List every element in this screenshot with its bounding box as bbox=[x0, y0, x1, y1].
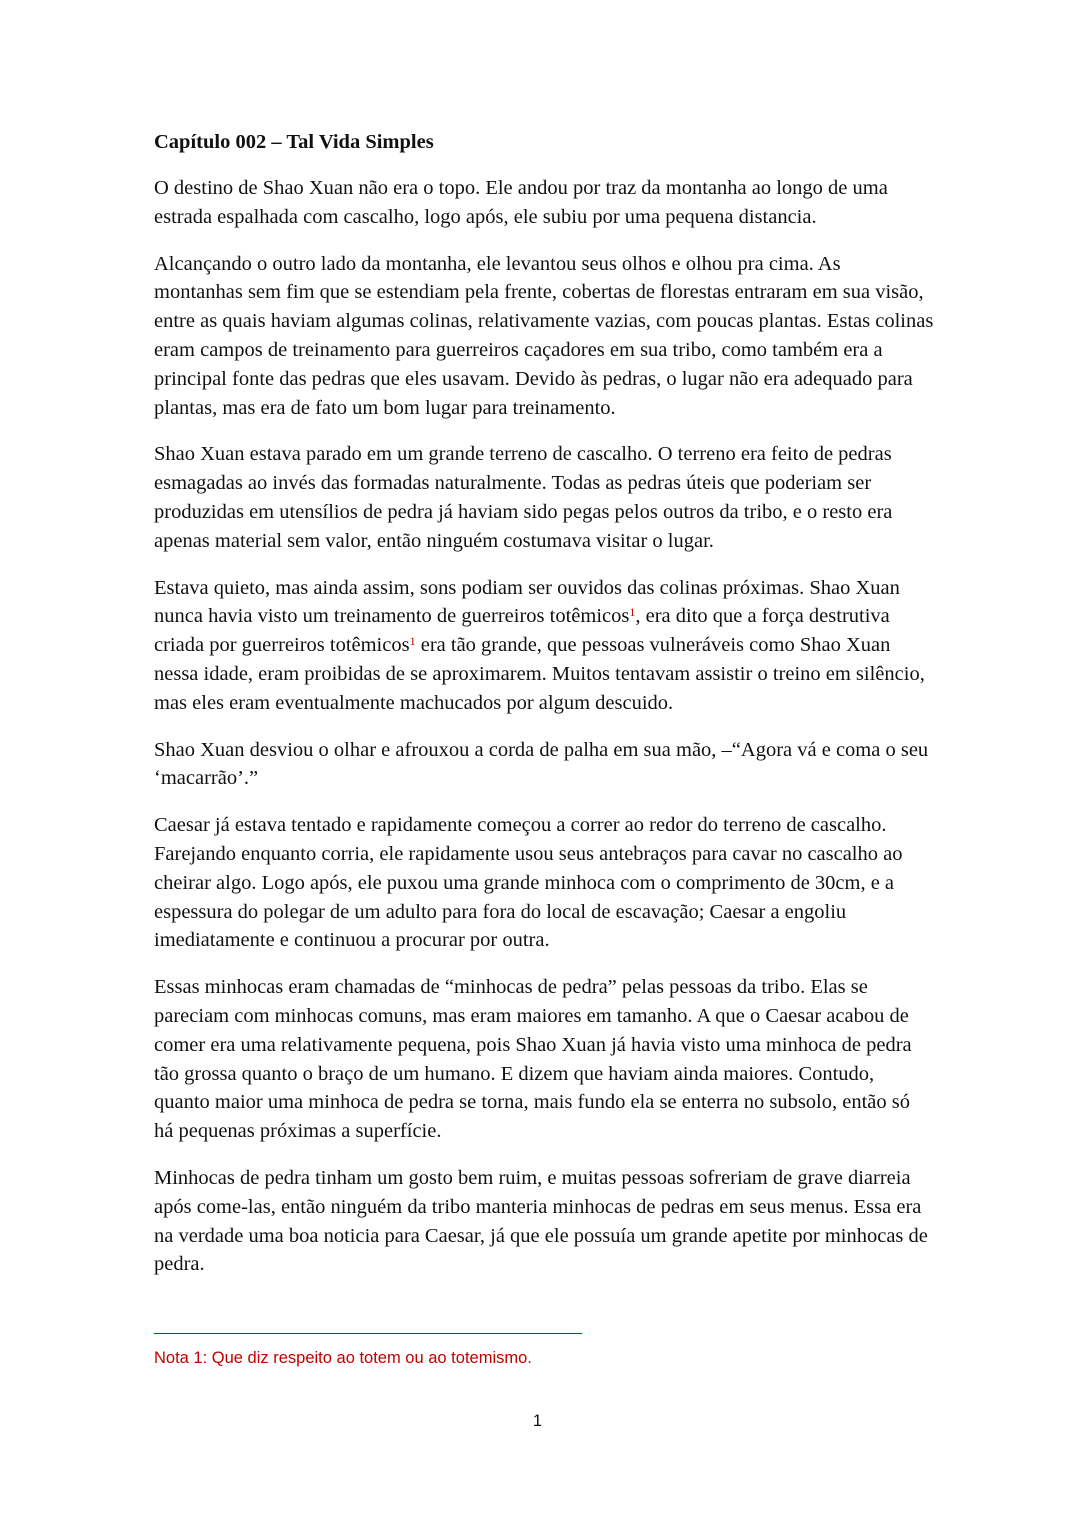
footnote-separator bbox=[154, 1333, 582, 1334]
paragraph-4-text-1: Estava quieto, mas ainda assim, sons podiam ser ouvidos das colinas próximas. Shao Xuan nunca havia visto um treinamento de guerreiros totêmicos bbox=[154, 576, 900, 628]
paragraph-3: Shao Xuan estava parado em um grande terreno de cascalho. O terreno era feito de pedras esmagadas ao invés das formadas naturalmente. Todas as pedras úteis que poderiam ser produzidas em utensílios de pedra já haviam sido pegas pelos outros da tribo, e o resto era apenas material sem valor, então ninguém costumava visitar o lugar. bbox=[154, 443, 893, 552]
paragraph-4-text-3: era tão grande, que pessoas vulneráveis como Shao Xuan nessa idade, eram proibidas de se aproximarem. Muitos tentavam assistir o treino em silêncio, mas eles eram eventualmente machucados por algum descuido. bbox=[154, 634, 925, 714]
page-content bbox=[154, 128, 934, 1297]
paragraph-8: Minhocas de pedra tinham um gosto bem ruim, e muitas pessoas sofreriam de grave diarreia após come-las, então ninguém da tribo manteria minhocas de pedras em seus menus. Essa era na verdade uma boa noticia para Caesar, já que ele possuía um grande apetite por minhocas de pedra. bbox=[154, 1166, 928, 1276]
footnote-reference-1[interactable]: 1 bbox=[629, 605, 636, 620]
paragraph-4-text-2: , era dito que a força destrutiva criada por guerreiros totêmicos bbox=[154, 605, 890, 657]
paragraph-2: Alcançando o outro lado da montanha, ele levantou seus olhos e olhou pra cima. As montanhas sem fim que se estendiam pela frente, cobertas de florestas entraram em sua visão, entre as quais haviam algumas colinas, relativamente vazias, com poucas plantas. Estas colinas eram campos de treinamento para guerreiros caçadores em sua tribo, como também era a principal fonte das pedras que eles usavam. Devido às pedras, o lugar não era adequado para plantas, mas era de fato um bom lugar para treinamento. bbox=[154, 252, 934, 419]
footnote-text: Nota 1: Que diz respeito ao totem ou ao totemismo. bbox=[154, 1349, 532, 1367]
paragraph-4 bbox=[154, 574, 934, 718]
chapter-title: Capítulo 002 – Tal Vida Simples bbox=[154, 131, 434, 153]
paragraph-5: Shao Xuan desviou o olhar e afrouxou a corda de palha em sua mão, –“Agora vá e coma o seu ‘macarrão’.” bbox=[154, 738, 929, 790]
paragraph-6: Caesar já estava tentado e rapidamente começou a correr ao redor do terreno de cascalho. Farejando enquanto corria, ele rapidamente usou seus antebraços para cavar no cascalho ao cheirar algo. Logo após, ele puxou uma grande minhoca com o comprimento de 30cm, e a espessura do polegar de um adulto para fora do local de escavação; Caesar a engoliu imediatamente e continuou a procurar por outra. bbox=[154, 814, 903, 952]
footnote-reference-2[interactable]: 1 bbox=[409, 634, 416, 649]
page-number: 1 bbox=[532, 1412, 543, 1430]
paragraph-1: O destino de Shao Xuan não era o topo. Ele andou por traz da montanha ao longo de uma estrada espalhada com cascalho, logo após, ele subiu por uma pequena distancia. bbox=[154, 177, 888, 228]
paragraph-7: Essas minhocas eram chamadas de “minhocas de pedra” pelas pessoas da tribo. Elas se pareciam com minhocas comuns, mas eram maiores em tamanho. A que o Caesar acabou de comer era uma relativamente pequena, pois Shao Xuan já havia visto uma minhoca de pedra tão grossa quanto o braço de um humano. E dizem que haviam ainda maiores. Contudo, quanto maior uma minhoca de pedra se torna, mais fundo ela se enterra no subsolo, então só há pequenas próximas a superfície. bbox=[154, 976, 912, 1143]
